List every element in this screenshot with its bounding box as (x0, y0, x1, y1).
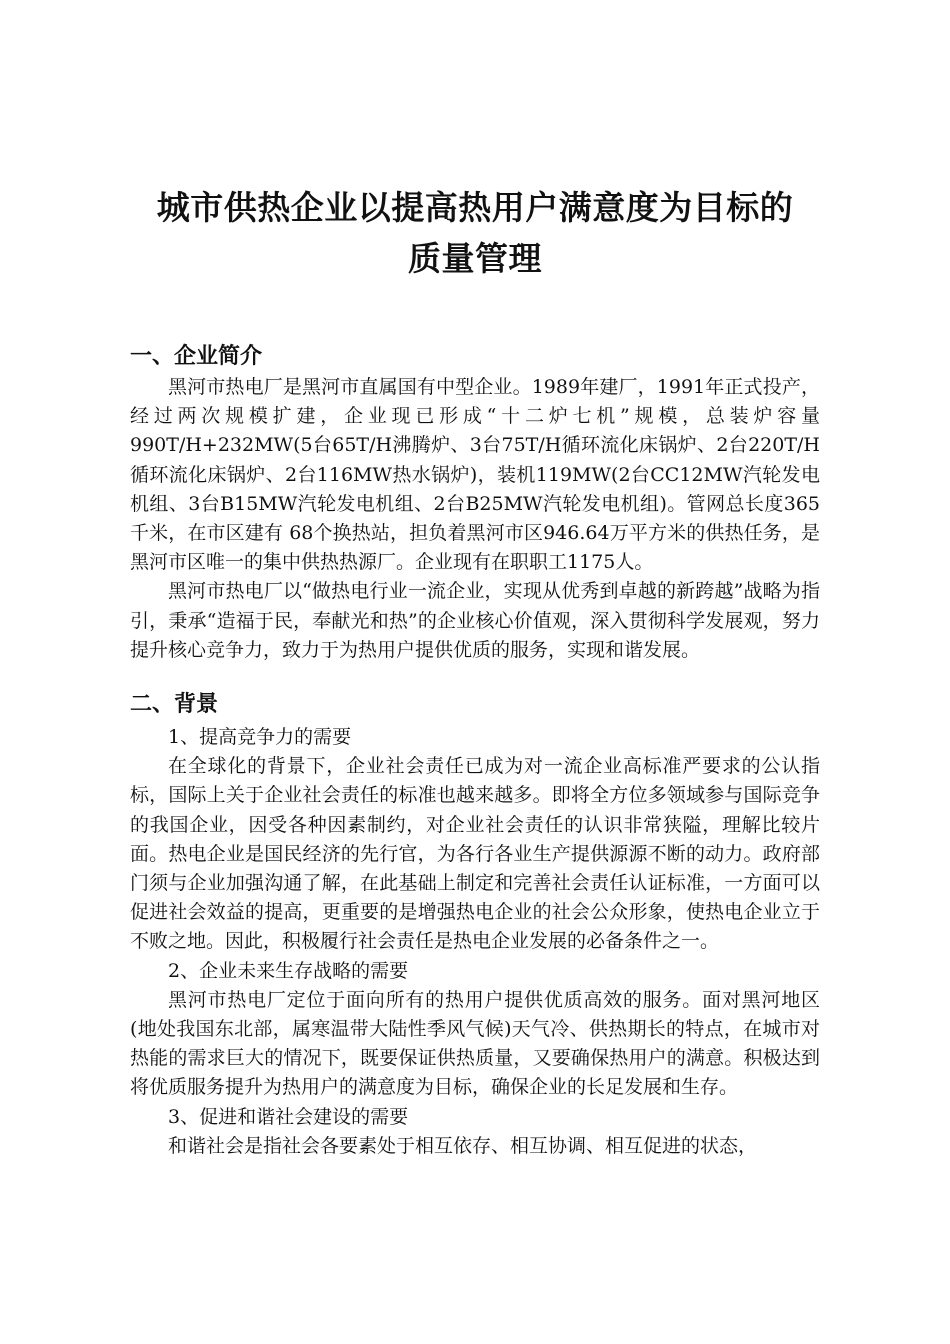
section-body-background (130, 723, 820, 1161)
document-title (0, 182, 950, 284)
subheading-harmonious-society: 3、促进和谐社会建设的需要 (168, 1105, 409, 1128)
paragraph: 黑河市热电厂以“做热电行业一流企业，实现从优秀到卓越的新跨越”战略为指引，秉承“造福于民，奉献光和热”的企业核心价值观，深入贯彻科学发展观，努力提升核心竞争力，致力于为热用户提供优质的服务，实现和谐发展。 (130, 580, 820, 661)
paragraph: 和谐社会是指社会各要素处于相互依存、相互协调、相互促进的状态， (168, 1134, 758, 1157)
title-line-2: 质量管理 (408, 239, 542, 278)
paragraph: 黑河市热电厂是黑河市直属国有中型企业。1989年建厂，1991年正式投产，经过两次规模扩建，企业现已形成“十二炉七机”规模，总装炉容量990T/H+232MW(5台65T/H沸腾炉、3台75T/H循环流化床锅炉、2台220T/H循环流化床锅炉、2台116MW热水锅炉)，装机119MW(2台CC12MW汽轮发电机组、3台B15MW汽轮发电机组、2台B25MW汽轮发电机组)。管网总长度365千米，在市区建有 68个换热站，担负着黑河市区946.64万平方米的供热任务，是黑河市区唯一的集中供热热源厂。企业现有在职职工1175人。 (130, 376, 820, 574)
section-heading-company-profile: 一、企业简介 (130, 344, 263, 369)
paragraph: 黑河市热电厂定位于面向所有的热用户提供优质高效的服务。面对黑河地区(地处我国东北部，属寒温带大陆性季风气候)天气冷、供热期长的特点，在城市对热能的需求巨大的情况下，既要保证供热质量，又要确保热用户的满意。积极达到将优质服务提升为热用户的满意度为目标，确保企业的长足发展和生存。 (130, 988, 820, 1099)
subheading-survival-strategy: 2、企业未来生存战略的需要 (168, 959, 409, 982)
subheading-competitiveness: 1、提高竞争力的需要 (168, 726, 352, 748)
section-heading-background: 二、背景 (130, 692, 219, 717)
paragraph: 在全球化的背景下，企业社会责任已成为对一流企业高标准严要求的公认指标，国际上关于企业社会责任的标准也越来越多。即将全方位多领域参与国际竞争的我国企业，因受各种因素制约，对企业社会责任的认识非常狭隘，理解比较片面。热电企业是国民经济的先行官，为各行各业生产提供源源不断的动力。政府部门须与企业加强沟通了解，在此基础上制定和完善社会责任认证标准，一方面可以促进社会效益的提高，更重要的是增强热电企业的社会公众形象，使热电企业立于不败之地。因此，积极履行社会责任是热电企业发展的必备条件之一。 (130, 755, 820, 953)
title-line-1: 城市供热企业以提高热用户满意度为目标的 (156, 188, 794, 227)
section-body-company-profile (130, 373, 820, 665)
